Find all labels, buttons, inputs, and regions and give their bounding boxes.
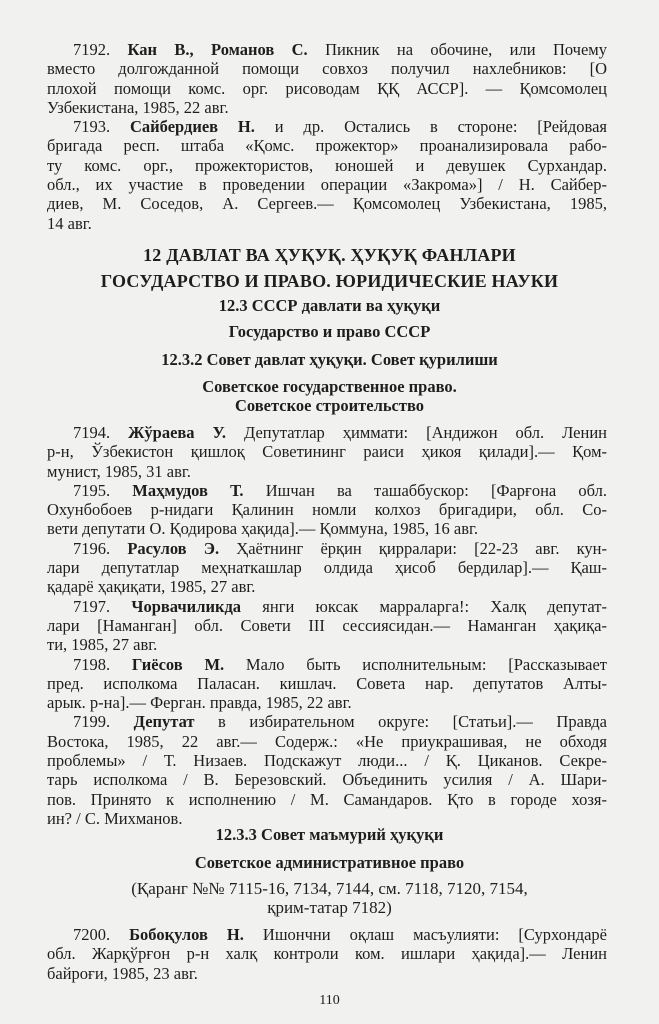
entry-text-line: р-н, Ўзбекистон қишлоқ Советининг раиси ҳикоя қилади].— Қом-: [47, 442, 607, 462]
section-heading-12-3-2-ru-1: Советское государственное право.: [202, 377, 457, 396]
bibliography-entry: [47, 655, 607, 713]
chapter-heading-ru: ГОСУДАРСТВО И ПРАВО. ЮРИДИЧЕСКИЕ НАУКИ: [100, 271, 559, 291]
entries-group-1: [47, 40, 607, 233]
entry-text-line: плохой помощи комс. орг. рисоводам ҚҚ АССР]. — Қомсомолец: [47, 78, 607, 98]
section-heading-12-3-ru: Государство и право СССР: [228, 322, 431, 341]
bibliography-entry: [47, 481, 607, 539]
entry-title-start: янги юксак марраларга!: Халқ депутат-: [241, 596, 607, 616]
entry-author: Гиёсов М.: [131, 654, 225, 674]
bibliography-entry: [47, 712, 607, 828]
entry-text-line: обл., их участие в проведении операции «Закрома»] / Н. Сайбер-: [47, 175, 607, 195]
cross-reference-line-1: (Қаранг №№ 7115-16, 7134, 7144, см. 7118, 7120, 7154,: [131, 879, 528, 898]
entry-text-line: Востока, 1985, 22 авг.— Содерж.: «Не приукрашивая, не обходя: [47, 731, 607, 751]
section-heading-12-3-3-ru: Советское административное право: [194, 853, 465, 872]
entry-number: 7200.: [73, 925, 111, 944]
entry-title-start: в избирательном округе: [Статьи].— Правда: [194, 712, 607, 732]
entry-title-start: Мало быть исполнительным: [Рассказывает: [224, 654, 607, 674]
section-heading-12-3-2-ru-2: Советское строительство: [234, 396, 425, 415]
section-heading-12-3-uz: 12.3 СССР давлати ва ҳуқуқи: [218, 296, 441, 315]
entry-text-line: бригада респ. штаба «Қомс. прожектор» проанализировала рабо-: [47, 136, 607, 156]
entry-first-line: [47, 655, 607, 674]
bibliography-entry: [47, 925, 607, 983]
entry-title-start: и др. Остались в стороне: [Рейдовая: [254, 117, 607, 137]
entry-author: Чорвачиликда: [131, 596, 242, 616]
entry-text-line: 14 авг.: [47, 213, 92, 233]
entry-title-start: Ишончни оқлаш масъулияти: [Сурхондарё: [243, 925, 607, 944]
section-heading-12-3-3-uz: 12.3.3 Совет маъмурий ҳуқуқи: [215, 825, 444, 844]
entry-text-line: пред. исполкома Паласан. кишлач. Совета нар. депутатов Алты-: [47, 673, 607, 693]
chapter-heading-uz: 12 ДАВЛАТ ВА ҲУҚУҚ. ҲУҚУҚ ФАНЛАРИ: [143, 245, 516, 265]
entry-title-start: Ишчан ва ташаббускор: [Фарғона обл.: [243, 480, 607, 500]
entry-text-line: пов. Принято к исполнению / М. Самандаров. Қто в городе хозя-: [47, 789, 607, 809]
entry-author: Бобоқулов Н.: [129, 925, 244, 944]
entry-number: 7197.: [73, 596, 111, 616]
entry-number: 7193.: [73, 117, 111, 137]
entry-first-line: [47, 539, 607, 558]
bibliography-entry: [47, 539, 607, 597]
entry-number: 7192.: [73, 40, 111, 59]
entry-title-start: Пикник на обочине, или Почему: [307, 40, 607, 59]
entry-text-line: Узбекистана, 1985, 22 авг.: [47, 97, 229, 117]
entry-title-start: Ҳаётнинг ёрқин қирралари: [22-23 авг. кун-: [219, 538, 607, 558]
entry-text-line: лари депутатлар меҳнаткашлар олдида ҳисоб бердилар].— Қаш-: [47, 558, 607, 578]
entry-author: Депутат: [133, 712, 195, 732]
entry-text-line: қадарё ҳақиқати, 1985, 27 авг.: [47, 577, 256, 597]
bibliography-entry: [47, 40, 607, 117]
entry-number: 7195.: [73, 480, 111, 500]
entry-text-line: Охунбобоев р-нидаги Қалинин номли колхоз бригадири, обл. Со-: [47, 500, 607, 520]
entries-group-2: [47, 423, 607, 828]
section-heading-12-3-2-uz: 12.3.2 Совет давлат ҳуқуқи. Совет қурилиши: [161, 350, 498, 369]
page-number: 110: [319, 993, 340, 1008]
entry-first-line: [47, 925, 607, 944]
entry-text-line: обл. Жарқўрғон р-н халқ контроли ком. ишлари ҳақида].— Ленин: [47, 944, 607, 964]
entry-text-line: ту комс. орг., прожектористов, юношей и девушек Сурхандар.: [47, 155, 607, 175]
entry-text-line: лари [Наманган] обл. Совети III сессиясидан.— Наманган ҳақиқа-: [47, 615, 607, 635]
entry-number: 7199.: [73, 712, 111, 732]
entry-number: 7198.: [73, 654, 111, 674]
entry-text-line: арык. р-на].— Ферган. правда, 1985, 22 авг.: [47, 693, 352, 713]
bibliography-entry: [47, 117, 607, 233]
entry-author: Расулов Э.: [127, 538, 220, 558]
entry-author: Кан В., Романов С.: [127, 40, 308, 59]
cross-reference-line-2: қрим-татар 7182): [267, 898, 392, 917]
entry-text-line: проблемы» / Т. Низаев. Подскажут люди... / Қ. Циканов. Секре-: [47, 751, 607, 771]
bibliography-entry: [47, 423, 607, 481]
entry-text-line: тарь исполкома / В. Березовский. Объединить усилия / А. Шари-: [47, 770, 607, 790]
entry-first-line: [47, 712, 607, 731]
entry-author: Маҳмудов Т.: [132, 480, 244, 500]
bibliography-entry: [47, 597, 607, 655]
entries-group-3: [47, 925, 607, 983]
entry-author: Сайбердиев Н.: [129, 117, 255, 137]
entry-first-line: [47, 597, 607, 616]
entry-first-line: [47, 40, 607, 59]
entry-text-line: вместо долгожданной помощи совхоз получил нахлебников: [О: [47, 59, 607, 79]
entry-first-line: [47, 423, 607, 442]
entry-text-line: байроғи, 1985, 23 авг.: [47, 963, 198, 983]
entry-number: 7194.: [73, 423, 111, 442]
entry-text-line: ти, 1985, 27 авг.: [47, 635, 158, 655]
entry-number: 7196.: [73, 538, 111, 558]
entry-text-line: диев, М. Соседов, А. Сергеев.— Қомсомолец Узбекистана, 1985,: [47, 194, 607, 214]
entry-first-line: [47, 481, 607, 500]
entry-text-line: ин? / С. Михманов.: [47, 808, 183, 828]
entry-text-line: вети депутати О. Қодирова ҳақида].— Қоммуна, 1985, 16 авг.: [47, 519, 479, 539]
entry-first-line: [47, 117, 607, 136]
entry-author: Жўраева У.: [128, 423, 227, 442]
entry-title-start: Депутатлар ҳиммати: [Андижон обл. Ленин: [226, 423, 607, 442]
entry-text-line: мунист, 1985, 31 авг.: [47, 461, 191, 481]
